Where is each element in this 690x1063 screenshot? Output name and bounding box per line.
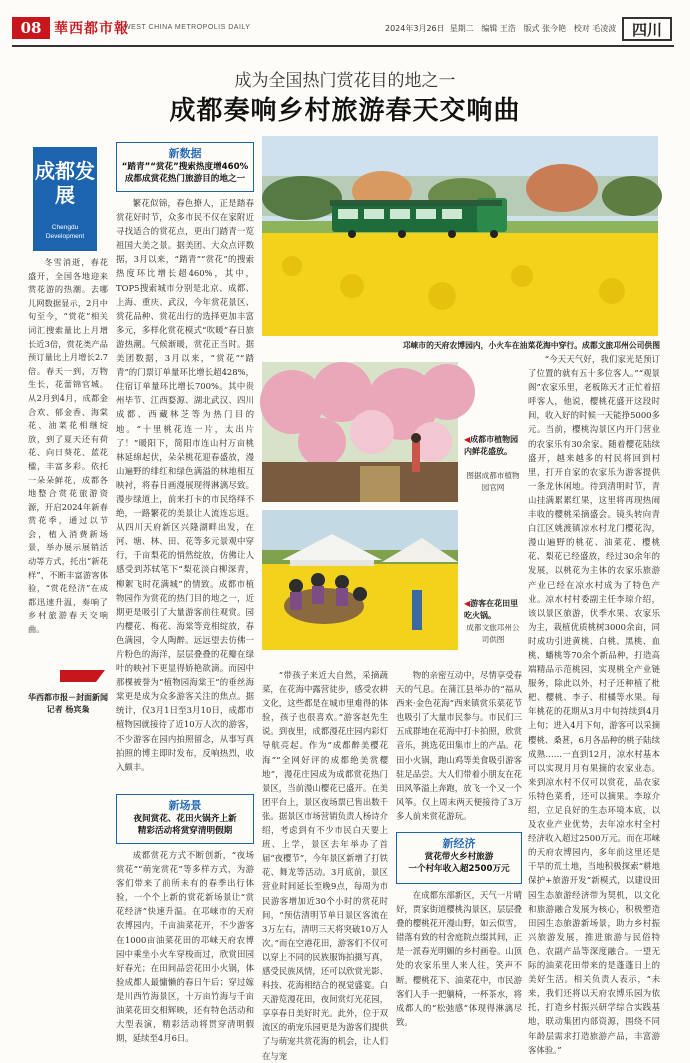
article-paragraph: “带孩子来近大自然，采摘蔬菜，在花海中露营徒步，感受农耕文化，这些都是在城市里难得的体验，孩子也很喜欢。”游客赵先生说。到夜里，成都漫花庄园内彩灯导航亮起。作为“成都醉美樱花海”“全网好评的成都绝美赏樱地”，漫花庄园成为成都赏花热门景区，当前漫山樱花已盛开。在美团平台上，景区夜场票已售出数千张。据景区市场营销负责人杨诗介绍，考虑到有不少市民白天要上班、上学，景区去年举办了首届“夜樱节”，今年景区新增了打铁花、舞龙等活动。3月底前，景区营业时间延长至晚9点，每周为市民游客增加近30个小时的赏花时间，“预估清明节单日景区客流在3万左右，清明三天将突破10万人次。”而在空港花田，游客们不仅可以穿上不同的民族服饰拍摄写真，感受民族风情，还可以欣赏光影、科技、花海相结合的视觉盛宴。白天游览漫花田，夜间赏灯光花园，享享春日美好时光。此外，位于双流区的萌宠乐园更是为游客们提供了与萌宠共赏花海的机会，让人们在与宠 [262,670,388,1061]
box-line: 夜间赏花、花田火锅齐上新 [133,814,237,824]
photo-hotpot-field [262,510,458,650]
photo-caption: ◀游客在花田里吃火锅。 [464,599,519,620]
photo-credit: 成都文旅邛州公司供图 [466,623,520,644]
box-line: “踏青”“赏花”搜索热度增460% [121,162,249,172]
photo-train-rapeseed [262,136,658,336]
photo-caption-text: 成都市植物园内鲜花盛放。 [464,435,519,456]
issue-date: 2024年3月26日 [385,24,445,33]
box-kicker: 新数据 [168,147,202,160]
proof-credit: 校对 毛凌波 [573,24,617,33]
article-column [116,848,254,1044]
photo-caption-text: 游客在花田里吃火锅。 [464,599,519,620]
article-column [396,888,522,1034]
article-paragraph: “今天天气好，我们家光是预订了位置的就有五十多位客人。”“观景阁”农家乐里，老板陈天才正忙着招呼客人，他说，樱桃花盛开这段时间，收入好的时候一天能挣5000多元。当前，樱桃沟景区内开门营业的农家乐有30余家。随着樱花陆续盛开，越来越多的村民将回到村里，打开自家的农家乐为游客提供一条龙休闲地。待到清明时节，青山挂满累累红果，这里将再现热闹丰收的樱桃采摘盛会。镜头转向青白江区姚渡镇凉水村龙门樱花沟，漫山遍野的桃花、油菜花、樱桃花、梨花已经盛放，经过30余年的发展，以桃花为主体的农家乐旅游产业已经在凉水村成为了特色产业。凉水村村委副主任李琼介绍，该以景区旅游，伏季水果、农家乐为主，栽植优质桃树3000余亩，同时成功引进黄桃、白桃、黑桃、血桃、蟠桃等70余个新品种，打造高端精品示范桃园，实现桃全产业链服务，除此以外，村子还种植了枇杷、樱桃、李子、柑橘等水果。每年桃花的花期从3月中旬持续到4月上旬；进入4月下旬，游客可以采摘樱桃、桑葚，6月各品种的桃子陆续成熟……一直到12月，凉水村基本可以实现月月有果摘的农家业态。来到凉水村不仅可以赏花，品农家乐特色菜肴，还可以摘果。李琼介绍，立足良好的生态环境本底，以及农业产业优势，去年凉水村全村经济收入超过2500万元。而在邛崃的天府农博园内，多年前这里还是干旱的荒土地，当地积极探索“耕地保护+旅游开发”新模式，以建设田园生态旅游经济带为契机，以文化和旅游融合发展为核心，积极塑造田园生态旅游新场景，助力乡村振兴旅游发展，推进旅游与民俗特色、农副产品等深度融合。一望无际的油菜花田带来的是蓬蓬日上的美好生活。相关负责人表示，“未来，我们还将以天府农博乐园为依托，打造乡村振兴研学综合实践基地，联动集团内部资源，围绕不同年龄层需求打造旅游产品，丰富游客体验。” [528,354,660,1055]
page-number: 08 [12,17,50,39]
issue-weekday: 星期二 [449,24,474,33]
box-line: 一个村年收入超2500万元 [408,864,510,874]
byline-outlet: 华西都市报－封面新闻 [28,693,108,702]
side-intro [28,256,108,664]
paper-logo: 華西都市報 [54,21,129,37]
section-badge-english: Chengdu Development [45,224,85,240]
photo-caption: 邛崃市的天府农博园内，小火车在油菜花海中穿行。成都文旅邛州公司供图 [402,341,660,350]
box-kicker: 新场景 [168,799,202,812]
article-column [262,668,388,1061]
paper-english-name: WEST CHINA METROPOLIS DAILY [124,24,251,31]
section-badge-heading: 成都发展 [35,159,95,207]
article-paragraph: 成都赏花方式不断创新，“夜场赏花”“萌宠赏花”等多样方式，为游客们带来了前所未有的春季出行体验，一个个上新的赏花新场景让“赏花经济”快速升温。在邛崃市的天府农博园内，千亩油菜花开，不少游客在1000亩油菜花田的邛崃天府农博园中乘坐小火车穿梭而过，欣赏田园好春光；在田间品尝花田小火锅，体验成都人最慵懒的春日午后；穿过嫁是川西竹海景区，十万亩竹海与千亩油菜花田交相辉映，还有特色活动和大型表演，精彩活动将贯穿清明假期，延续至4月6日。 [116,850,254,1044]
article-paragraph: 物的亲密互动中，尽情享受春天的气息。在蒲江县举办的“福从西来·金色花海”西来镇赏乐菜花节也吸引了大量市民参与。市民们三五成群地在花海中打卡拍照，欣赏音乐，挑选花田集市上的产品。花田小火锅，跑山鸡等美食吸引游客驻足品尝。大人们带着小朋友在花田风筝溢上奔跑，放飞一个又一个风筝。仅上周末两天便接待了3万多人前来赏花游玩。 [396,670,522,821]
dateline [385,23,616,34]
header-rule [12,45,674,47]
editor-credit: 编辑 王浩 [481,24,516,33]
article-paragraph: 在成都东部新区，天气一片晴好，贾家街道樱桃沟景区，层层叠叠的樱桃花开漫山野，如云似雪，错落有致的村舍庭院点缀其间，正是一派春光明媚的乡村画卷。山顶处的农家乐里人来人往，笑声不断。樱桃花下、油菜花中，市民游客们人手一把躺椅，一杯茶水，将成都人的“松弛感”体现得淋漓尽致。 [396,890,522,1027]
box-line: 成都成赏花热门旅游目的地之一 [124,174,246,184]
section-box-new-economy [396,832,522,884]
article-paragraph: 繁花似锦，春色撩人，正是踏春赏花好时节，众多市民不仅在家附近寻找适合的赏花点，更出门踏青一览祖国大美之景。据美团、大众点评数据，3月以来，“踏青”“赏花”的搜索热度环比增长超460%，其中，TOP5搜索城市分别是北京、成都、上海、重庆、武汉，今年赏花景区、赏花品种、赏花出行的选择更加丰富多元，多样化赏花模式“吹暖”春日旅游热潮。气候渐暖，赏花正当时。据美团数据，3月以来，“赏花”“踏青”的门票订单量环比增长超428%，住宿订单量环比增长700%。其中贵州毕节、江西婺源、湖北武汉、四川成都、西藏林芝等为热门目的地。“十里桃花连一片，太出片了！”暖阳下，简阳市连山村万亩桃林延绵起伏，朵朵桃花迎春盛放，漫山遍野的绯红和绿色满溢的林地相互映衬，将春日画漫展现得淋漓尽致。漫步绿道上，前来打卡的市民络绎不绝，一路繁花的美景让人流连忘返。从四川天府新区兴隆湖畔出发，在河、塘、林、田、花等多元景观中穿行，千亩梨花的悄然绽放，仿佛让人感受到苏轼笔下“梨花淡白柳深青，柳絮飞时花满城”的情致。成都市植物园作为赏花的热门目的地之一，近期更是吸引了大量游客前往观赏。园内樱花、梅花、海棠等竞相绽放，春色满园，令人陶醉。远远望去仿佛一片粉色的海洋，层层叠叠的花瓣在绿叶的映衬下更显得娇艳欲滴。而园中那棵被誉为“植物园海棠王”的垂丝海棠更是成为众多游客关注的焦点。据统计，仅3月1日至3月10日，成都市植物园就接待了近10万人次的游客，不少游客在园内拍照留念，从事写真拍照的博主即时发布，反响热烈，收入颇丰。 [116,198,254,772]
byline [28,692,108,716]
layout-credit: 版式 张今艳 [523,24,567,33]
side-intro-text: 冬雪消逝，春花盛开，全国各地迎来赏花游的热潮。去哪儿网数据显示，2月中旬至今，“赏花”相关词汇搜索量比上月增长近3倍，赏花类产品预订量比上月增长2.7倍。春天一到，万物生长，花蕾锦官城。从2月到4月，成都金合欢、郁金香、海棠花、油菜花相继绽放，到了夏天还有荷花、向日葵花、蓝花楹，丰富多彩。依托一朵朵鲜花，成都各地整合赏花旅游资源，开启2024年新春赏花季，通过以节会，植入消费新场景，举办展示展销活动等方式，托出“新花样”，不断丰富游客体验，“赏花经济”在成都迅速升温，奏响了乡村旅游春天交响曲。 [28,257,108,635]
ribbon-divider [60,670,105,682]
photo-caption: ◀成都市植物园内鲜花盛放。 [464,435,519,456]
page-header [0,0,690,44]
article-column [396,668,522,828]
headline-subtitle: 成为全国热门赏花目的地之一 [234,71,456,91]
section-box-new-scene [116,794,254,844]
box-kicker: 新经济 [442,837,476,850]
photo-botanical-garden [262,362,458,502]
section-box-new-data [116,142,254,192]
region-label: 四川 [622,17,672,41]
section-badge [33,147,97,251]
photo-credit: 图据成都市植物园官网 [466,471,520,492]
headline-title: 成都奏响乡村旅游春天交响曲 [169,96,521,126]
box-line: 精彩活动将赏穿清明假期 [137,826,233,836]
article-column [116,196,254,774]
byline-reporter: 记者 杨宾枭 [46,705,90,714]
box-line: 赏花带火乡村旅游 [424,852,494,862]
article-column [528,352,660,1055]
